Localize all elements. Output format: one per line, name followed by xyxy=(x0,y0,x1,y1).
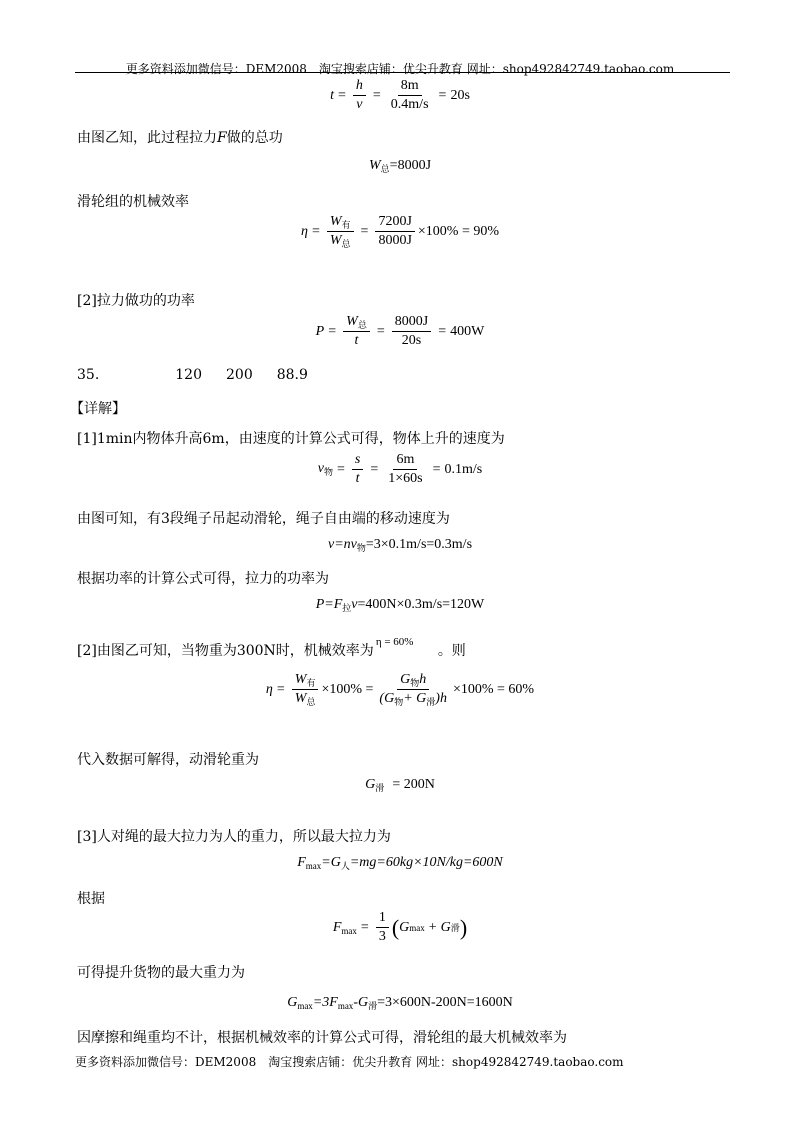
equation-power: P = $\frac{W_总}{t}$ = $\frac{8000J}{20s}$ = 400W xyxy=(315,314,485,349)
paragraph-power-formula: 根据功率的计算公式可得，拉力的功率为 xyxy=(77,571,329,587)
paragraph-max-pull: [3]人对绳的最大拉力为人的重力，所以最大拉力为 xyxy=(77,829,391,845)
paragraph-velocity: [1]1min内物体升高6m，由速度的计算公式可得，物体上升的速度为 xyxy=(77,431,505,447)
equation-efficiency-ratio: η = $\frac{W_有}{W_总}$ ×100% = $\frac{G_物h}{(G_物+ G_滑)h}$ ×100% = 60% xyxy=(265,672,535,708)
equation-efficiency: η = $\frac{W_有}{W_总}$ = $\frac{7200J}{8000J}$ ×100% = 90% xyxy=(300,214,500,250)
page-footer: 更多资料添加微信号：DEM2008 淘宝搜索店铺：优尖升教育 网址：shop492842749.taobao.com xyxy=(75,1055,624,1069)
equation-velocity: $v_物$ = $\frac{s}{t}$ = $\frac{6m}{1\times 60s}$ = 0.1m/s xyxy=(317,452,483,487)
header-rule xyxy=(75,72,730,73)
equation-max-pull-relation: $F_{max}$ = $\frac{1}{3}$ ( G max + G 滑 ) xyxy=(332,910,468,945)
equation-total-work: $W_总=8000J$ xyxy=(368,158,432,174)
paragraph-max-weight: 可得提升货物的最大重力为 xyxy=(77,965,245,981)
equation-max-weight: $G_{max}=3F_{max}-G_滑=3\times 600N-200N=1600N$ xyxy=(287,995,513,1011)
detail-title: 【详解】 xyxy=(70,401,126,417)
equation-max-pull: $F_{max}=G_人=mg=60kg\times 10N/kg=600N$ xyxy=(297,855,503,871)
paragraph-power: [2]拉力做功的功率 xyxy=(77,293,195,309)
paragraph-total-work: 由图乙知，此过程拉力F做的总功 xyxy=(77,130,283,146)
equation-pulley-weight: $G_滑 = 200N$ xyxy=(365,777,435,793)
paragraph-efficiency: 滑轮组的机械效率 xyxy=(77,194,189,210)
question-35-answers: 35. 120 200 88.9 xyxy=(77,367,308,383)
paragraph-rope-speed: 由图可知，有3段绳子吊起动滑轮，绳子自由端的移动速度为 xyxy=(77,511,450,527)
paragraph-according: 根据 xyxy=(77,891,105,907)
paragraph-pulley-weight: 代入数据可解得，动滑轮重为 xyxy=(77,752,259,768)
paragraph-max-efficiency: 因摩擦和绳重均不计，根据机械效率的计算公式可得，滑轮组的最大机械效率为 xyxy=(77,1030,567,1046)
equation-pull-power: $P=F_拉v=400N\times 0.3m/s=120W$ xyxy=(315,597,485,613)
equation-time: t = $\frac{h}{v}$ = $\frac{8m}{0.4m/s}$ = 20s xyxy=(330,78,470,113)
paragraph-efficiency-300n: [2]由图乙可知，当物重为300N时，机械效率为η = 60%。则 xyxy=(77,636,466,659)
equation-rope-speed: $v=nv_物=3\times 0.1m/s=0.3m/s$ xyxy=(327,537,473,553)
page-header: 更多资料添加微信号：DEM2008 淘宝搜索店铺：优尖升教育 网址：shop492842749.taobao.com xyxy=(125,62,675,76)
